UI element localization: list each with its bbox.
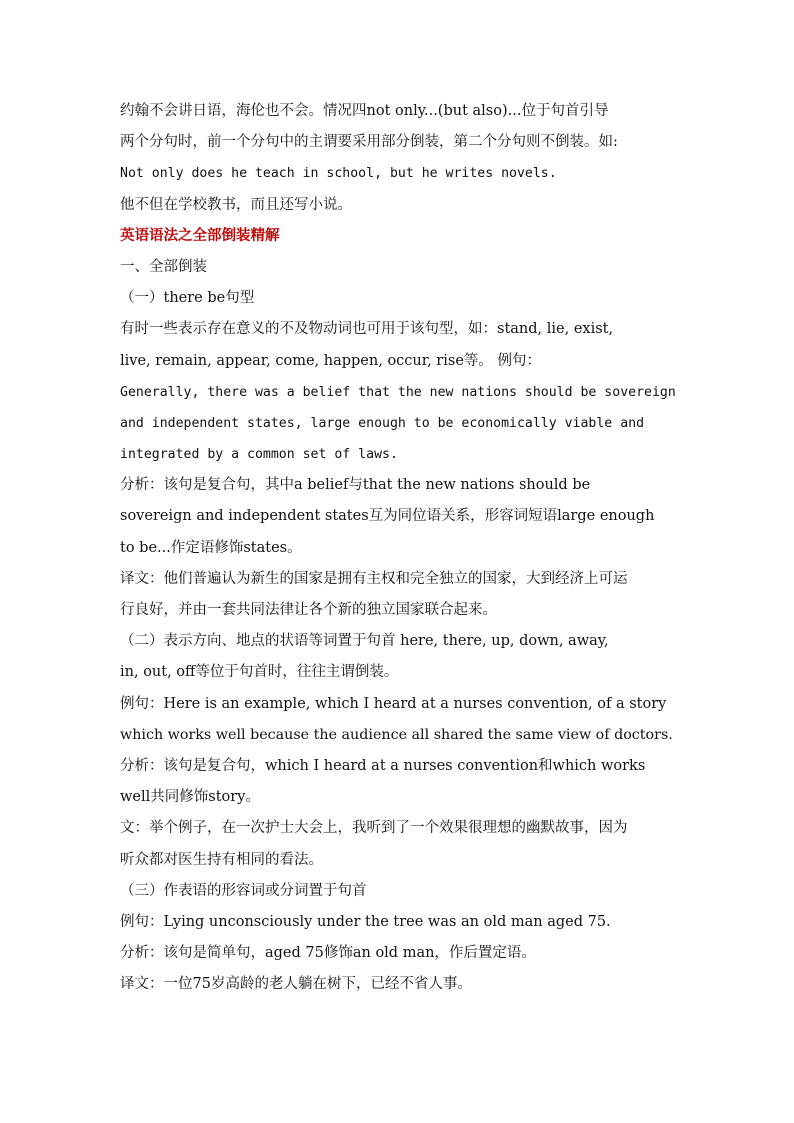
example-sentence: Generally, there was a belief that the new nations should be sovereign bbox=[120, 384, 676, 400]
item-heading: （三）作表语的形容词或分词置于句首 bbox=[120, 882, 367, 899]
translation-line: 他不但在学校教书，而且还写小说。 bbox=[120, 196, 352, 213]
analysis-line: sovereign and independent states互为同位语关系，形容词短语large enough bbox=[120, 508, 655, 525]
example-sentence: integrated by a common set of laws. bbox=[120, 447, 398, 463]
example-sentence: 例句：Here is an example, which I heard at a nurses convention, of a story bbox=[120, 695, 667, 712]
example-sentence: 例句：Lying unconsciously under the tree was an old man aged 75. bbox=[120, 913, 611, 930]
analysis-line: to be...作定语修饰states。 bbox=[120, 539, 302, 556]
paragraph-line: in, out, off等位于句首时，往往主谓倒装。 bbox=[120, 664, 399, 681]
section-heading: 英语语法之全部倒装精解 bbox=[120, 227, 280, 244]
translation-line: 行良好，并由一套共同法律让各个新的独立国家联合起来。 bbox=[120, 602, 497, 618]
item-heading: （一）there be句型 bbox=[120, 290, 255, 307]
paragraph-line: 约翰不会讲日语，海伦也不会。情况四not only...(but also)...位于句首引导 bbox=[120, 103, 609, 119]
translation-line: 译文：他们普遍认为新生的国家是拥有主权和完全独立的国家，大到经济上可运 bbox=[120, 570, 628, 587]
translation-line: 文：举个例子，在一次护士大会上，我听到了一个效果很理想的幽默故事，因为 bbox=[120, 820, 628, 837]
document-body bbox=[120, 96, 676, 1000]
example-sentence: Not only does he teach in school, but he writes novels. bbox=[120, 166, 557, 182]
analysis-line: 分析：该句是复合句，其中a belief与that the new nations should be bbox=[120, 477, 591, 494]
subsection-heading: 一、全部倒装 bbox=[120, 258, 207, 275]
analysis-line: 分析：该句是复合句，which I heard at a nurses convention和which works bbox=[120, 757, 646, 774]
translation-line: 听众都对医生持有相同的看法。 bbox=[120, 851, 323, 868]
example-sentence: and independent states, large enough to be economically viable and bbox=[120, 415, 645, 431]
paragraph-line: 两个分句时，前一个分句中的主谓要采用部分倒装，第二个分句则不倒装。如: bbox=[120, 134, 618, 151]
analysis-line: well共同修饰story。 bbox=[120, 789, 260, 806]
paragraph-line: 有时一些表示存在意义的不及物动词也可用于该句型，如：stand, lie, exist, bbox=[120, 321, 614, 338]
analysis-line: 分析：该句是简单句，aged 75修饰an old man，作后置定语。 bbox=[120, 945, 536, 962]
item-heading: （二）表示方向、地点的状语等词置于句首 here, there, up, down, away, bbox=[120, 633, 609, 650]
paragraph-line: live, remain, appear, come, happen, occur, rise等。 例句： bbox=[120, 352, 542, 369]
example-sentence: which works well because the audience all shared the same view of doctors. bbox=[120, 726, 673, 743]
translation-line: 译文：一位75岁高龄的老人躺在树下，已经不省人事。 bbox=[120, 976, 472, 993]
